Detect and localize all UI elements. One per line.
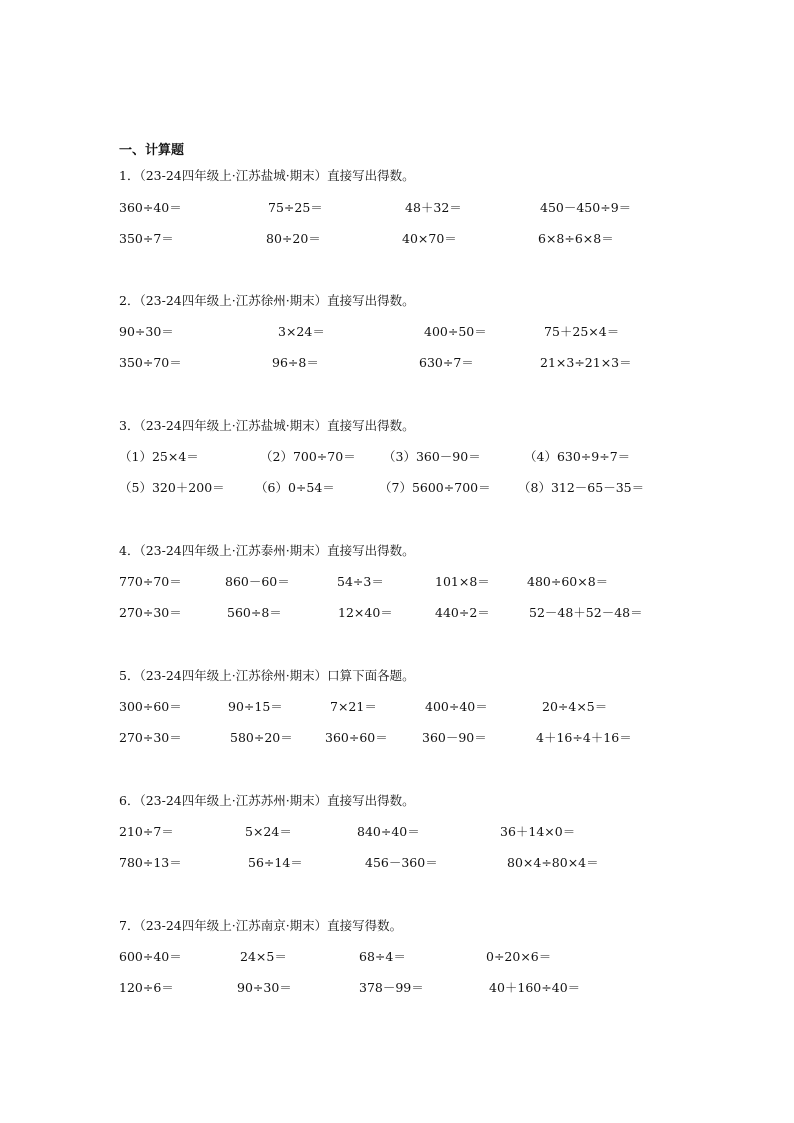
expression: 40＋160÷40＝	[489, 980, 581, 995]
expression: 0÷20×6＝	[486, 949, 552, 964]
expression: 440÷2＝	[435, 605, 490, 620]
question-4-row-1	[119, 572, 719, 590]
expression: 5×24＝	[245, 824, 292, 839]
expression: 300÷60＝	[119, 699, 182, 714]
question-1-row-1	[119, 198, 719, 216]
expression: 860－60＝	[225, 574, 290, 589]
expression: 52－48＋52－48＝	[529, 605, 643, 620]
expression: 600÷40＝	[119, 949, 182, 964]
expression: 350÷70＝	[119, 355, 182, 370]
expression: 480÷60×8＝	[527, 574, 609, 589]
expression: （2）700÷70＝	[260, 449, 356, 464]
expression: 6×8÷6×8＝	[538, 231, 614, 246]
question-6-row-1	[119, 822, 719, 840]
expression: 378－99＝	[359, 980, 424, 995]
question-4-row-2	[119, 603, 719, 621]
expression: 48＋32＝	[405, 200, 462, 215]
expression: 840÷40＝	[357, 824, 420, 839]
expression: 90÷15＝	[228, 699, 283, 714]
section-title: 一、计算题	[119, 143, 185, 158]
expression: 80÷20＝	[266, 231, 321, 246]
expression: （7）5600÷700＝	[379, 480, 491, 495]
expression: 350÷7＝	[119, 231, 174, 246]
question-7-row-2	[119, 978, 719, 996]
expression: 24×5＝	[240, 949, 287, 964]
expression: 68÷4＝	[359, 949, 406, 964]
expression: 120÷6＝	[119, 980, 174, 995]
expression: （8）312－65－35＝	[518, 480, 645, 495]
expression: 400÷40＝	[425, 699, 488, 714]
expression: 80×4÷80×4＝	[507, 855, 599, 870]
expression: 90÷30＝	[119, 324, 174, 339]
expression: 21×3÷21×3＝	[540, 355, 632, 370]
expression: 36＋14×0＝	[500, 824, 576, 839]
question-2-row-2	[119, 353, 719, 371]
expression: 4＋16÷4＋16＝	[536, 730, 632, 745]
question-7-row-1	[119, 947, 719, 965]
expression: （3）360－90＝	[383, 449, 481, 464]
expression: （5）320＋200＝	[119, 480, 225, 495]
expression: 360÷60＝	[325, 730, 388, 745]
expression: 580÷20＝	[230, 730, 293, 745]
expression: （4）630÷9÷7＝	[524, 449, 631, 464]
expression: 7×21＝	[330, 699, 377, 714]
expression: 780÷13＝	[119, 855, 182, 870]
expression: 101×8＝	[435, 574, 490, 589]
expression: 210÷7＝	[119, 824, 174, 839]
expression: 270÷30＝	[119, 605, 182, 620]
expression: 75＋25×4＝	[544, 324, 620, 339]
expression: 400÷50＝	[424, 324, 487, 339]
expression: （6）0÷54＝	[255, 480, 335, 495]
expression: 360－90＝	[422, 730, 487, 745]
question-5-row-1	[119, 697, 719, 715]
question-6-row-2	[119, 853, 719, 871]
question-3-title: 3．（23-24四年级上·江苏盐城·期末）直接写出得数。	[119, 418, 415, 433]
question-2-title: 2．（23-24四年级上·江苏徐州·期末）直接写出得数。	[119, 293, 415, 308]
expression: 96÷8＝	[272, 355, 319, 370]
expression: 3×24＝	[278, 324, 325, 339]
question-6-title: 6．（23-24四年级上·江苏苏州·期末）直接写出得数。	[119, 793, 415, 808]
expression: 456－360＝	[365, 855, 438, 870]
expression: 40×70＝	[402, 231, 457, 246]
question-5-title: 5．（23-24四年级上·江苏徐州·期末）口算下面各题。	[119, 668, 415, 683]
question-7-title: 7．（23-24四年级上·江苏南京·期末）直接写得数。	[119, 918, 403, 933]
expression: 90÷30＝	[237, 980, 292, 995]
expression: 360÷40＝	[119, 200, 182, 215]
expression: 12×40＝	[338, 605, 393, 620]
question-3-row-1	[119, 447, 719, 465]
expression: （1）25×4＝	[119, 449, 199, 464]
expression: 54÷3＝	[337, 574, 384, 589]
expression: 450－450÷9＝	[540, 200, 632, 215]
expression: 75÷25＝	[268, 200, 323, 215]
question-1-row-2	[119, 229, 719, 247]
expression: 560÷8＝	[227, 605, 282, 620]
expression: 20÷4×5＝	[542, 699, 608, 714]
question-5-row-2	[119, 728, 719, 746]
expression: 56÷14＝	[248, 855, 303, 870]
question-4-title: 4．（23-24四年级上·江苏泰州·期末）直接写出得数。	[119, 543, 415, 558]
expression: 630÷7＝	[419, 355, 474, 370]
expression: 770÷70＝	[119, 574, 182, 589]
question-2-row-1	[119, 322, 719, 340]
question-3-row-2	[119, 478, 719, 496]
question-1-title: 1．（23-24四年级上·江苏盐城·期末）直接写出得数。	[119, 168, 415, 183]
expression: 270÷30＝	[119, 730, 182, 745]
